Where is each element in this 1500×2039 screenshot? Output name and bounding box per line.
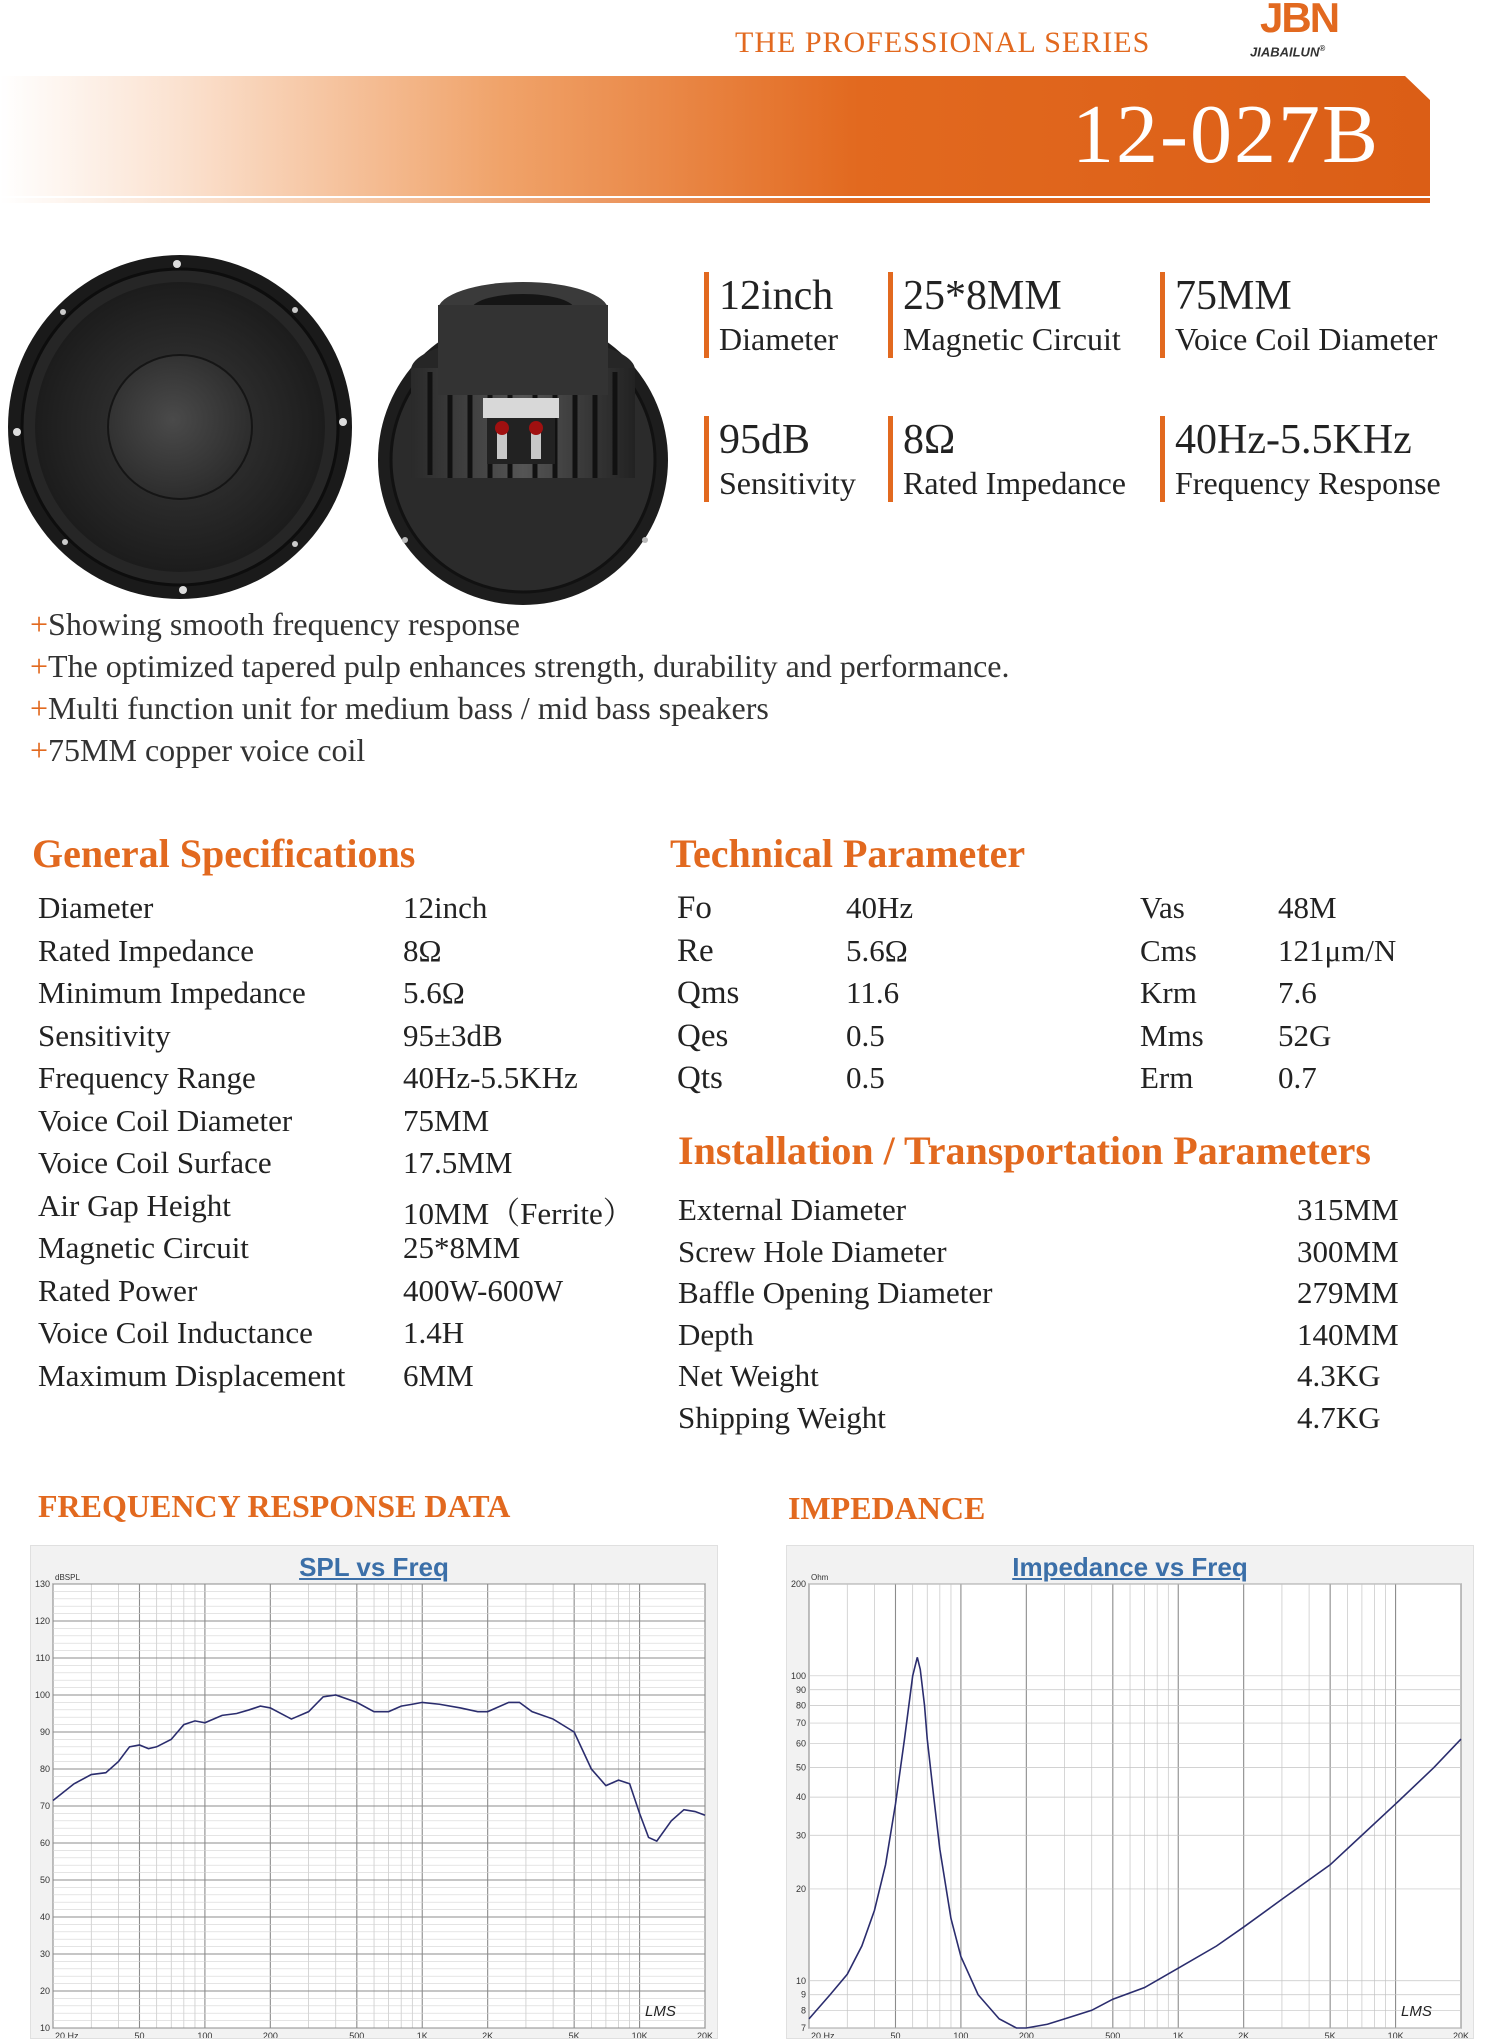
key-spec-value: 8Ω [903,417,956,463]
x-tick-label: 2K [482,2031,494,2038]
frequency-response-section-title: FREQUENCY RESPONSE DATA [38,1488,511,1524]
key-spec-frequency-response [1160,416,1441,502]
tech-param-value: 11.6 [846,975,900,1010]
general-spec-key: Air Gap Height [38,1187,231,1223]
installation-param-value: 4.7KG [1297,1399,1381,1435]
feature-item: +The optimized tapered pulp enhances strength, durability and performance. [30,648,1010,684]
tech-param-key: Qes [677,1017,729,1054]
key-spec-value: 25*8MM [903,273,1062,319]
key-spec-label: Sensitivity [719,465,856,501]
x-tick-label: 20 Hz [811,2031,835,2038]
impedance-chart-panel [786,1545,1474,2039]
y-tick-label: 30 [795,1830,806,1841]
installation-param-value: 140MM [1297,1316,1399,1352]
feature-item: +Showing smooth frequency response [30,606,520,642]
general-spec-value: 10MM（Ferrite） [403,1195,634,1231]
lms-watermark: LMS [645,2003,676,2020]
tech-param-key: Mms [1140,1017,1204,1053]
model-number: 12-027B [1072,88,1380,181]
spl-chart-title: SPL vs Freq [299,1552,449,1582]
y-tick-label: 7 [800,2023,806,2033]
y-tick-label: 8 [800,2005,806,2016]
x-tick-label: 50 [134,2031,145,2038]
x-tick-label: 500 [1105,2031,1121,2038]
general-spec-value: 12inch [403,890,488,925]
brand-logo-mark: JBN [1260,0,1339,41]
general-spec-key: Rated Impedance [38,932,255,968]
y-axis-label: dBSPL [55,1573,80,1582]
key-spec-value: 75MM [1175,273,1292,319]
x-tick-label: 100 [197,2031,213,2038]
y-tick-label: 9 [800,1989,806,2000]
tech-param-value: 48M [1278,890,1337,925]
y-tick-label: 130 [34,1579,50,1589]
speaker-rear-image [345,250,700,605]
tech-param-value: 0.7 [1278,1060,1317,1095]
y-tick-label: 70 [39,1801,50,1811]
y-tick-label: 50 [39,1875,50,1885]
key-spec-value: 12inch [719,273,834,319]
tech-param-key: Vas [1140,890,1185,925]
installation-param-value: 279MM [1297,1275,1399,1310]
feature-item: +75MM copper voice coil [30,732,366,768]
y-tick-label: 80 [795,1700,806,1711]
y-tick-label: 100 [790,1670,806,1681]
y-tick-label: 30 [39,1949,50,1959]
general-spec-key: Rated Power [38,1272,198,1308]
key-spec-value: 95dB [719,417,811,463]
general-spec-value: 5.6Ω [403,975,465,1010]
y-tick-label: 70 [795,1718,806,1729]
y-tick-label: 110 [35,1653,50,1663]
grid-lines [53,1584,705,2028]
general-spec-key: Magnetic Circuit [38,1230,249,1265]
spl-vs-freq-chart [31,1546,717,2038]
x-tick-label: 10K [631,2031,648,2038]
installation-param-key: Screw Hole Diameter [678,1233,947,1269]
tech-param-value: 0.5 [846,1060,885,1095]
key-spec-diameter [704,272,838,358]
y-tick-label: 20 [795,1883,806,1894]
x-tick-label: 1K [1172,2031,1184,2038]
impedance-vs-freq-chart [787,1546,1473,2038]
general-spec-key: Frequency Range [38,1060,256,1095]
tech-param-key: Krm [1140,975,1197,1010]
y-tick-label: 40 [39,1912,50,1922]
y-tick-label: 120 [34,1616,50,1626]
general-spec-value: 6MM [403,1357,474,1393]
spl-chart-panel [30,1545,718,2039]
y-tick-label: 50 [795,1762,806,1773]
installation-param-key: Depth [678,1316,754,1352]
key-spec-sensitivity [704,416,856,502]
installation-param-value: 315MM [1297,1192,1399,1227]
general-spec-value: 25*8MM [403,1230,521,1265]
tech-param-key: Cms [1140,932,1197,968]
tech-param-key: Qts [677,1060,723,1096]
general-spec-key: Diameter [38,890,154,925]
general-spec-value: 8Ω [403,932,442,968]
key-spec-value: 40Hz-5.5KHz [1175,417,1412,463]
general-spec-value: 400W-600W [403,1272,564,1308]
general-spec-key: Maximum Displacement [38,1357,346,1393]
y-tick-label: 10 [39,2023,50,2033]
x-tick-label: 10K [1387,2031,1404,2038]
x-tick-label: 1K [416,2031,428,2038]
general-spec-value: 40Hz-5.5KHz [403,1060,578,1095]
general-spec-key: Voice Coil Surface [38,1145,272,1180]
impedance-section-title: IMPEDANCE [788,1490,986,1526]
technical-parameter-title: Technical Parameter [670,831,1026,876]
tech-param-value: 5.6Ω [846,932,908,968]
y-tick-label: 20 [39,1986,50,1996]
tech-param-value: 7.6 [1278,975,1317,1010]
x-tick-label: 2K [1238,2031,1250,2038]
general-spec-key: Voice Coil Diameter [38,1102,293,1138]
tech-param-value: 52G [1278,1017,1332,1053]
installation-param-key: External Diameter [678,1192,907,1227]
key-spec-label: Voice Coil Diameter [1175,321,1438,357]
key-spec-label: Diameter [719,321,839,357]
tech-param-key: Fo [677,890,712,926]
key-spec-rated-impedance [888,416,1126,502]
x-tick-label: 20K [1452,2031,1470,2038]
x-tick-label: 20 Hz [55,2031,79,2038]
y-tick-label: 60 [795,1738,806,1749]
y-axis-label: Ohm [811,1573,829,1582]
banner-underline [0,198,1430,203]
general-spec-value: 75MM [403,1102,490,1138]
brand-logo-subtitle: JIABAILUN® [1250,44,1326,60]
tech-param-key: Re [677,932,714,969]
x-tick-label: 200 [262,2031,278,2038]
key-spec-magnetic-circuit [888,272,1121,358]
installation-param-key: Shipping Weight [678,1399,886,1435]
series-title: THE PROFESSIONAL SERIES [735,26,1151,59]
y-tick-label: 200 [790,1579,806,1589]
general-spec-value: 1.4H [403,1315,465,1350]
y-tick-label: 10 [795,1975,806,1986]
speaker-front-image [5,252,355,602]
general-specs-title: General Specifications [32,831,416,876]
y-tick-label: 60 [39,1838,50,1848]
installation-param-key: Net Weight [678,1358,819,1393]
x-tick-label: 50 [890,2031,901,2038]
x-tick-label: 500 [349,2031,365,2038]
feature-item: +Multi function unit for medium bass / mid bass speakers [30,690,769,726]
y-tick-label: 100 [34,1690,50,1700]
installation-param-key: Baffle Opening Diameter [678,1275,993,1310]
general-spec-key: Minimum Impedance [38,975,306,1010]
key-spec-label: Frequency Response [1175,465,1441,501]
y-tick-label: 80 [39,1764,50,1774]
x-tick-label: 5K [568,2031,580,2038]
tech-param-value: 0.5 [846,1017,885,1053]
installation-param-value: 300MM [1297,1233,1399,1269]
brand-logo [1250,0,1380,62]
general-spec-value: 95±3dB [403,1017,503,1053]
plot-area [809,1584,1461,2028]
tech-param-key: Qms [677,975,740,1011]
general-spec-key: Sensitivity [38,1017,171,1053]
key-spec-voice-coil-diameter [1160,272,1437,358]
impedance-chart-title: Impedance vs Freq [1012,1552,1248,1582]
y-tick-label: 40 [795,1792,806,1803]
installation-params-title: Installation / Transportation Parameters [678,1128,1371,1173]
general-spec-value: 17.5MM [403,1145,513,1180]
x-tick-label: 200 [1018,2031,1034,2038]
key-spec-label: Magnetic Circuit [903,321,1121,357]
lms-watermark: LMS [1401,2003,1432,2020]
key-spec-label: Rated Impedance [903,465,1126,501]
installation-param-value: 4.3KG [1297,1358,1381,1393]
general-spec-key: Voice Coil Inductance [38,1315,313,1350]
tech-param-value: 40Hz [846,890,914,925]
y-tick-label: 90 [39,1727,50,1737]
x-tick-label: 20K [696,2031,714,2038]
y-tick-label: 90 [795,1684,806,1695]
x-tick-label: 100 [953,2031,969,2038]
tech-param-key: Erm [1140,1060,1194,1095]
tech-param-value: 121μm/N [1278,932,1397,968]
x-tick-label: 5K [1324,2031,1336,2038]
